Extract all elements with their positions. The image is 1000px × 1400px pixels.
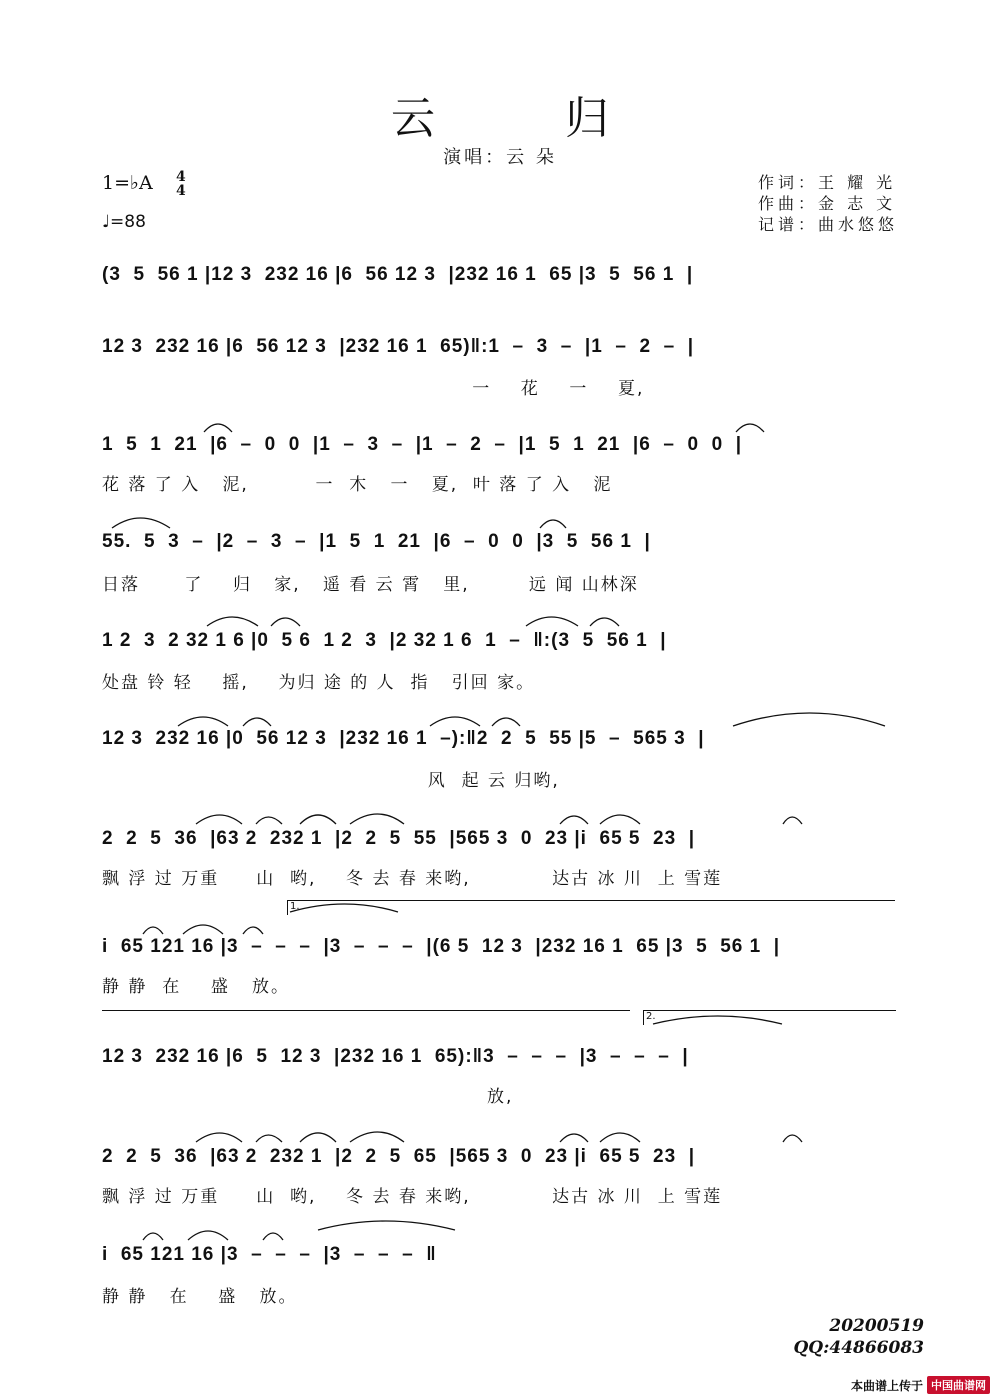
time-denominator: 4	[176, 183, 186, 199]
lyric-line-8: 静 静 在 盛 放。	[102, 977, 291, 997]
tempo-marking: ♩=88	[102, 212, 146, 232]
site-logo-icon[interactable]: 中国曲谱网	[927, 1376, 990, 1394]
staff-notes: 1 5 1 21 |6 – 0 0 |1 – 3 – |1 – 2 – |1 5 1 21 |6 – 0 0 |	[102, 434, 743, 455]
first-ending-bracket: 1.	[287, 900, 895, 915]
lyric-line-6: 风 起 云 归哟,	[102, 771, 560, 791]
date-stamp: 20200519	[829, 1316, 924, 1336]
second-ending-bracket: 2.	[643, 1010, 896, 1025]
lyric-line-2: 一 花 一 夏,	[102, 379, 645, 399]
lyric-line-3: 花 落 了 入 泥, 一 木 一 夏, 叶 落 了 入 泥	[102, 475, 613, 495]
staff-notes: i 65 121 16 |3 – – – |3 – – – ‖	[102, 1244, 437, 1265]
lyricist-credit: 作词：王 耀 光	[758, 173, 897, 192]
footer-stamp	[793, 1315, 924, 1359]
key-signature: 1=♭A	[102, 172, 153, 194]
composer-credit: 作曲：金 志 文	[758, 194, 897, 213]
lyric-line-4: 日落 了 归 家, 遥 看 云 霄 里, 远 闻 山林深	[102, 575, 639, 595]
lyric-line-5: 处盘 铃 轻 摇, 为归 途 的 人 指 引回 家。	[102, 673, 536, 693]
singer-credit: 演唱：云 朵	[443, 147, 557, 168]
staff-notes: 12 3 232 16 |6 5 12 3 |232 16 1 65):‖3 – – – |3 – – – |	[102, 1046, 689, 1067]
staff-notes: 2 2 5 36 |63 2 232 1 |2 2 5 55 |565 3 0 23 |i 65 5 23 |	[102, 828, 696, 849]
staff-notes: i 65 121 16 |3 – – – |3 – – – |(6 5 12 3 |232 16 1 65 |3 5 56 1 |	[102, 936, 781, 957]
lyric-line-9: 放,	[102, 1087, 514, 1107]
lyric-line-7: 飘 浮 过 万重 山 哟, 冬 去 春 来哟, 达古 冰 川 上 雪莲	[102, 869, 723, 889]
qq-contact: QQ:44866083	[793, 1338, 924, 1358]
staff-notes: 12 3 232 16 |0 56 12 3 |232 16 1 –):‖2 2 5 55 |5 – 565 3 |	[102, 728, 705, 749]
staff-notes: 1 2 3 2 32 1 6 |0 5 6 1 2 3 |2 32 1 6 1 – ‖:(3 5 56 1 |	[102, 630, 667, 651]
lyric-line-11: 静 静 在 盛 放。	[102, 1287, 298, 1307]
staff-notes: 55. 5 3 – |2 – 3 – |1 5 1 21 |6 – 0 0 |3 5 56 1 |	[102, 531, 651, 552]
staff-notes: 12 3 232 16 |6 56 12 3 |232 16 1 65)‖:1 – 3 – |1 – 2 – |	[102, 336, 695, 357]
time-numerator: 4	[176, 169, 186, 185]
song-title: 云 归	[391, 93, 667, 144]
staff-notes: (3 5 56 1 |12 3 232 16 |6 56 12 3 |232 16 1 65 |3 5 56 1 |	[102, 264, 694, 285]
upload-text: 本曲谱上传于	[850, 1378, 923, 1393]
lyric-line-10: 飘 浮 过 万重 山 哟, 冬 去 春 来哟, 达古 冰 川 上 雪莲	[102, 1187, 723, 1207]
upload-source	[851, 1376, 990, 1394]
staff-notes: 2 2 5 36 |63 2 232 1 |2 2 5 65 |565 3 0 23 |i 65 5 23 |	[102, 1146, 696, 1167]
transcriber-credit: 记谱：曲水悠悠	[758, 215, 899, 234]
